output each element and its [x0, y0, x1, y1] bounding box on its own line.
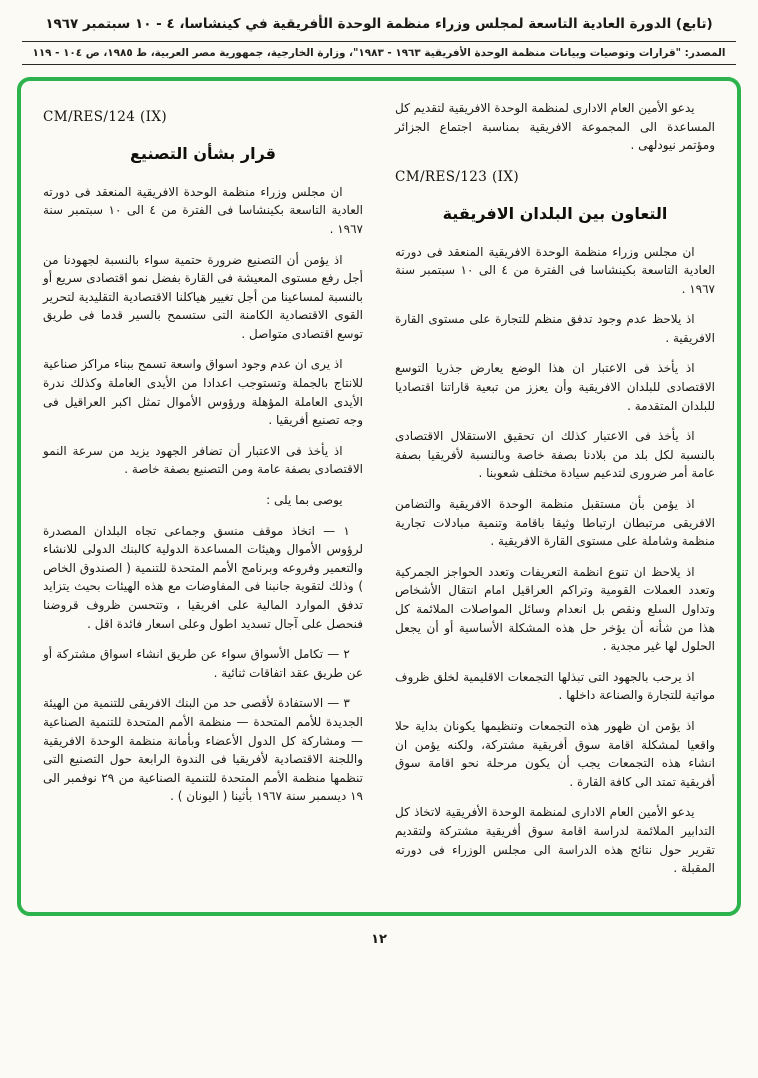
document-header	[0, 0, 758, 65]
header-divider-top	[22, 41, 736, 42]
paragraph: اذ يأخذ فى الاعتبار أن تضافر الجهود يزيد من سرعة النمو الاقتصادى بصفة عامة ومن التصنيع بصفة خاصة .	[43, 443, 363, 477]
recommendation-lead: يوصى بما يلى :	[266, 493, 343, 508]
paragraph: يدعو الأمين العام الادارى لمنظمة الوحدة الأفريقية لاتخاذ كل التدابير الملائمة لدراسة اقامة سوق أفريقية مشتركة ولتقديم تقرير حول نتائج هذه الدراسة الى مجلس الوزراء فى دورته المقبلة .	[395, 805, 715, 876]
paragraph: اذ يؤمن بأن مستقبل منظمة الوحدة الافريقية والتضامن الافريقى مرتبطان ارتباطا وثيقا باقامة وتنمية مبادلات تجارية منظمة وشاملة على مستوى القارة الافريقية .	[395, 497, 715, 549]
page-number: ١٢	[371, 931, 387, 947]
resolution-code-124: CM/RES/124 (IX)	[43, 109, 168, 125]
resolution-title-123: التعاون بين البلدان الافريقية	[442, 203, 668, 223]
resolution-code-123: CM/RES/123 (IX)	[395, 168, 520, 185]
numbered-item-3: ٣ — الاستفادة لأقصى حد من البنك الافريقى للتنمية من الهيئة الجديدة للأمم المتحدة — منظمة الأمم المتحدة للتنمية الصناعية — ومشاركة كل الدول الأعضاء وبأمانة منظمة الوحدة الافريقية واللجنة الاقتصادية لأفريقيا فى الندوة الرابعة حول التصنيع التى تنظمها منظمة الأمم المتحدة للتنمية الصناعية من ٢٩ نوفمبر الى ١٩ ديسمبر سنة ١٩٦٧ بأثينا ( اليونان ) .	[43, 696, 363, 804]
header-source: المصدر: "قرارات وتوصيات وبيانات منظمة الوحدة الأفريقية ١٩٦٣ - ١٩٨٣"، وزارة الخارجية، جمهورية مصر العربية، ط ١٩٨٥، ص ١٠٤ - ١١٩	[32, 47, 726, 59]
numbered-item-1: ١ — اتخاذ موقف منسق وجماعى تجاه البلدان المصدرة لرؤوس الأموال وهيئات المساعدة الدولية كالبنك الدولى للانشاء والتعمير وفروعه وبرنامج الأمم المتحدة للتنمية ( الصندوق الخاص ) وذلك لتقوية جانبنا فى المفاوضات مع هذه الهيئات بحيث يتزايد تدفق الموارد المالية على افريقيا ، وتتحسن ظروف قروضنا فنحصل على آجال تسديد اطول وعلى اسعار فائدة اقل .	[43, 523, 363, 631]
paragraph: اذ يأخذ فى الاعتبار كذلك ان تحقيق الاستقلال الاقتصادى بالنسبة لكل بلد من بلادنا بصفة خاصة وبالنسبة لأفريقيا بصفة عامة أمر ضرورى لتدعيم سيادة مختلف شعوبنا .	[395, 429, 715, 481]
paragraph: اذ يلاحظ ان تنوع انظمة التعريفات وتعدد الحواجز الجمركية وتعدد العملات القومية وتراكم العراقيل امام انتقال الأشخاص وتداول السلع ونقص بل انعدام وسائل المواصلات الملائمة كل هذا من شأنه أن يؤخر حل هذه المشكلة الأساسية أو أن يجعل الحلول لها غير مجدية .	[395, 564, 715, 654]
paragraph: اذ يأخذ فى الاعتبار ان هذا الوضع يعارض جذريا التوسع الاقتصادى للبلدان الافريقية وأن يعزز من تبعية قاراتنا اقتصاديا للبلدان المتقدمة .	[395, 361, 715, 413]
page-footer	[0, 922, 758, 961]
column-right	[395, 99, 715, 890]
resolutions-border-box	[17, 77, 741, 916]
paragraph-intro: يدعو الأمين العام الادارى لمنظمة الوحدة الافريقية لتقديم كل المساعدة الى المجموعة الافريقية بمناسبة اجتماع الجزائر ومؤتمر نيودلهى .	[395, 101, 715, 153]
header-divider-bottom	[22, 64, 736, 65]
paragraph: اذ يؤمن أن التصنيع ضرورة حتمية سواء بالنسبة لجهودنا من أجل رفع مستوى المعيشة فى القارة بفضل نمو اقتصادى سريع أو بالنسبة لمساعينا من أجل تغيير هياكلنا الاقتصادية التقليدية لتحرير القوى الاقتصادية الكامنة التى ستسمح بالسير قدما فى طريق توسع اقتصادى متواصل .	[43, 252, 363, 341]
paragraph: ان مجلس وزراء منظمة الوحدة الافريقية المنعقد فى دورته العادية التاسعة بكينشاسا فى الفترة من ٤ الى ١٠ سبتمبر سنة ١٩٦٧ .	[395, 244, 715, 296]
paragraph: اذ يؤمن ان ظهور هذه التجمعات وتنظيمها يكونان بداية حلا واقعيا لمشكلة اقامة سوق أفريقية مشتركة، ولكنه يؤمن ان انشاء هذه التجمعات يجب أن يكون مرحلة نحو اقامة سوق أفريقية تمتد الى كافة القارة .	[395, 718, 715, 789]
numbered-item-2: ٢ — تكامل الأسواق سواء عن طريق انشاء اسواق مشتركة أو عن طريق عقد اتفاقات ثنائية .	[43, 647, 363, 680]
column-left	[43, 99, 363, 890]
header-title: (تابع) الدورة العادية التاسعة لمجلس وزراء منظمة الوحدة الأفريقية في كينشاسا، ٤ - ١٠ سبتمبر ١٩٦٧	[45, 16, 713, 32]
paragraph: ان مجلس وزراء منظمة الوحدة الافريقية المنعقد فى دورته العادية التاسعة بكينشاسا فى الفترة من ٤ الى ١٠ سبتمبر سنة ١٩٦٧ .	[43, 184, 363, 236]
paragraph: اذ يرحب بالجهود التى تبذلها التجمعات الاقليمية لخلق ظروف مواتية للتجارة والصناعة داخلها .	[395, 669, 715, 703]
paragraph: اذ يرى ان عدم وجود اسواق واسعة تسمح ببناء مراكز صناعية للانتاج بالجملة وتستوجب اعدادا من الأيدى العاملة وكذلك ندرة الأيدى العاملة المؤهلة ورؤوس الأموال تمثل اكبر العراقيل فى وجه تصنيع أفريقيا .	[42, 357, 363, 428]
paragraph: اذ يلاحظ عدم وجود تدفق منظم للتجارة على مستوى القارة الافريقية .	[395, 312, 715, 345]
resolution-title-124: قرار بشأن التصنيع	[130, 143, 276, 163]
